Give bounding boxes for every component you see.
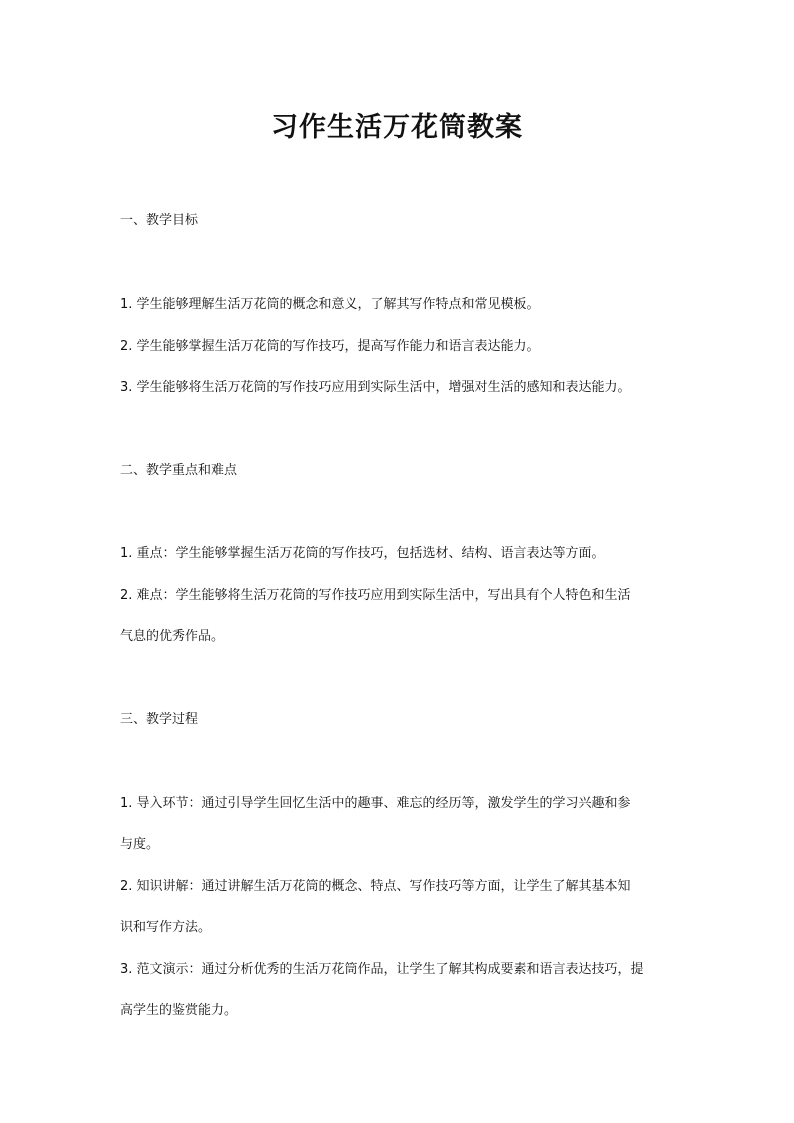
section-heading-key-points: 二、教学重点和难点 — [120, 463, 238, 478]
key-point-item-2-continued: 气息的优秀作品。 — [120, 629, 225, 644]
process-item-3-continued: 高学生的鉴赏能力。 — [120, 1003, 238, 1018]
process-item-1: 1. 导入环节：通过引导学生回忆生活中的趣事、难忘的经历等，激发学生的学习兴趣和参 — [120, 796, 631, 811]
section-heading-objectives: 一、教学目标 — [120, 213, 199, 228]
key-point-item-2: 2. 难点：学生能够将生活万花筒的写作技巧应用到实际生活中，写出具有个人特色和生活 — [120, 588, 631, 603]
section-heading-process: 三、教学过程 — [120, 712, 199, 727]
process-item-3: 3. 范文演示：通过分析优秀的生活万花筒作品，让学生了解其构成要素和语言表达技巧，提 — [120, 962, 644, 977]
objective-item-1: 1. 学生能够理解生活万花筒的概念和意义，了解其写作特点和常见模板。 — [120, 297, 540, 312]
document-title: 习作生活万花筒教案 — [271, 112, 523, 143]
process-item-2: 2. 知识讲解：通过讲解生活万花筒的概念、特点、写作技巧等方面，让学生了解其基本知 — [120, 879, 631, 894]
key-point-item-1: 1. 重点：学生能够掌握生活万花筒的写作技巧，包括选材、结构、语言表达等方面。 — [120, 546, 605, 561]
objective-item-2: 2. 学生能够掌握生活万花筒的写作技巧，提高写作能力和语言表达能力。 — [120, 339, 540, 354]
process-item-2-continued: 识和写作方法。 — [120, 920, 212, 935]
process-item-1-continued: 与度。 — [120, 837, 160, 852]
objective-item-3: 3. 学生能够将生活万花筒的写作技巧应用到实际生活中，增强对生活的感知和表达能力。 — [120, 380, 631, 395]
